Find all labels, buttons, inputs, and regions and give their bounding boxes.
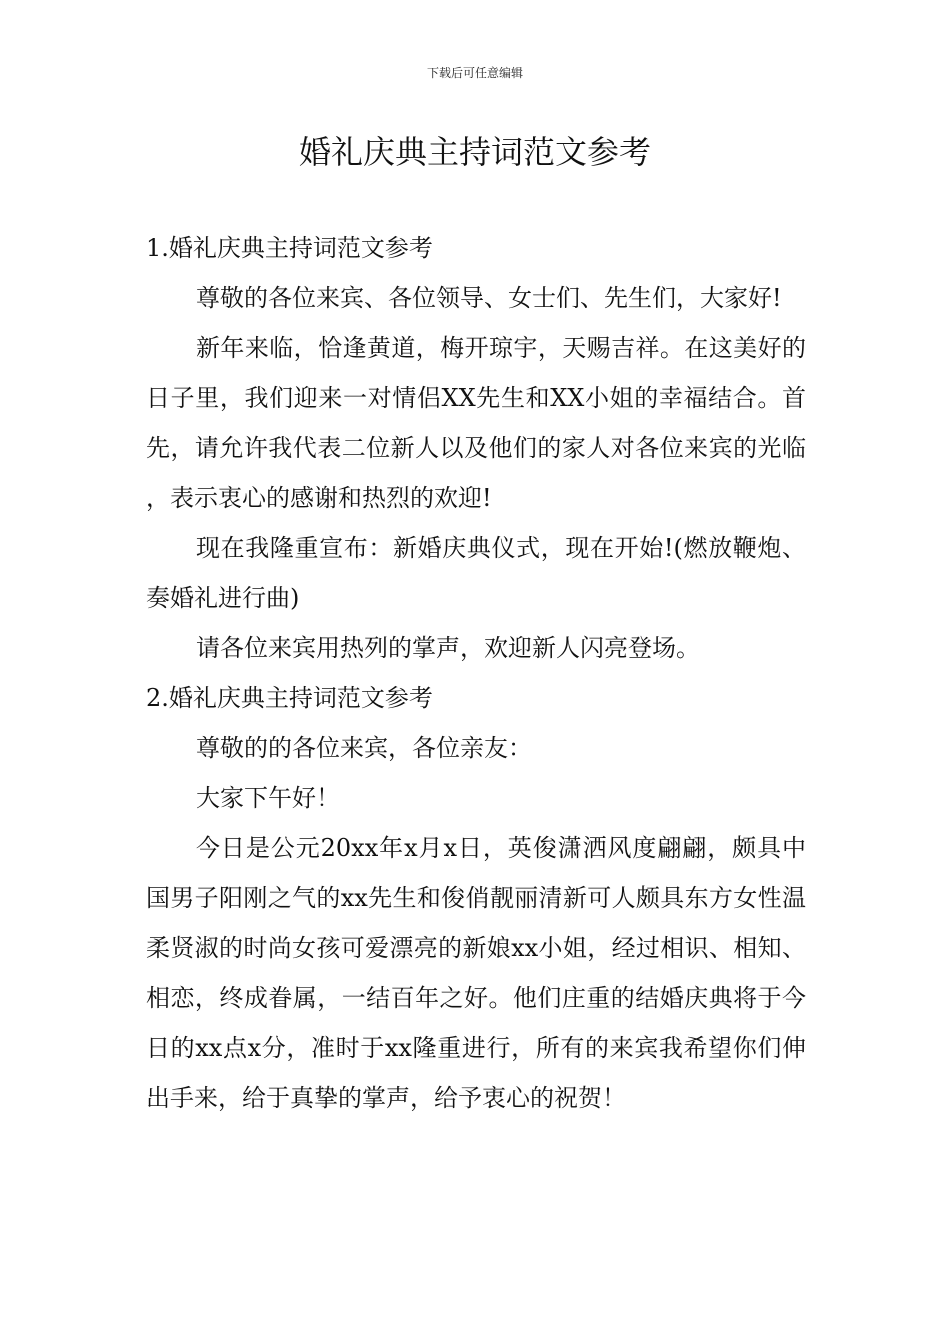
section-2-paragraph-1: 尊敬的的各位来宾，各位亲友： [196, 734, 532, 762]
section-1-paragraph-3: 现在我隆重宣布：新婚庆典仪式，现在开始!(燃放鞭炮、奏婚礼进行曲) [146, 534, 806, 612]
document-body [146, 223, 806, 1123]
section-2-paragraph-2: 大家下午好！ [196, 784, 340, 812]
section-1-paragraph-1: 尊敬的各位来宾、各位领导、女士们、先生们，大家好! [196, 284, 782, 312]
section-1-heading: 1.婚礼庆典主持词范文参考 [146, 234, 433, 262]
page-header-note: 下载后可任意编辑 [426, 66, 523, 80]
section-2-paragraph-3: 今日是公元20xx年x月x日，英俊潇洒风度翩翩，颇具中国男子阳刚之气的xx先生和俊俏靓丽清新可人颇具东方女性温柔贤淑的时尚女孩可爱漂亮的新娘xx小姐，经过相识、相知、相恋，终成眷属，一结百年之好。他们庄重的结婚庆典将于今日的xx点x分，准时于xx隆重进行，所有的来宾我希望你们伸出手来，给于真挚的掌声，给予衷心的祝贺！ [146, 834, 806, 1112]
document-title: 婚礼庆典主持词范文参考 [298, 133, 651, 171]
section-2-heading: 2.婚礼庆典主持词范文参考 [146, 684, 433, 712]
section-1-paragraph-2: 新年来临，恰逢黄道，梅开琼宇，天赐吉祥。在这美好的日子里，我们迎来一对情侣XX先生和XX小姐的幸福结合。首先，请允许我代表二位新人以及他们的家人对各位来宾的光临，表示衷心的感谢和热烈的欢迎! [146, 334, 806, 512]
section-1-paragraph-4: 请各位来宾用热列的掌声，欢迎新人闪亮登场。 [196, 634, 700, 662]
